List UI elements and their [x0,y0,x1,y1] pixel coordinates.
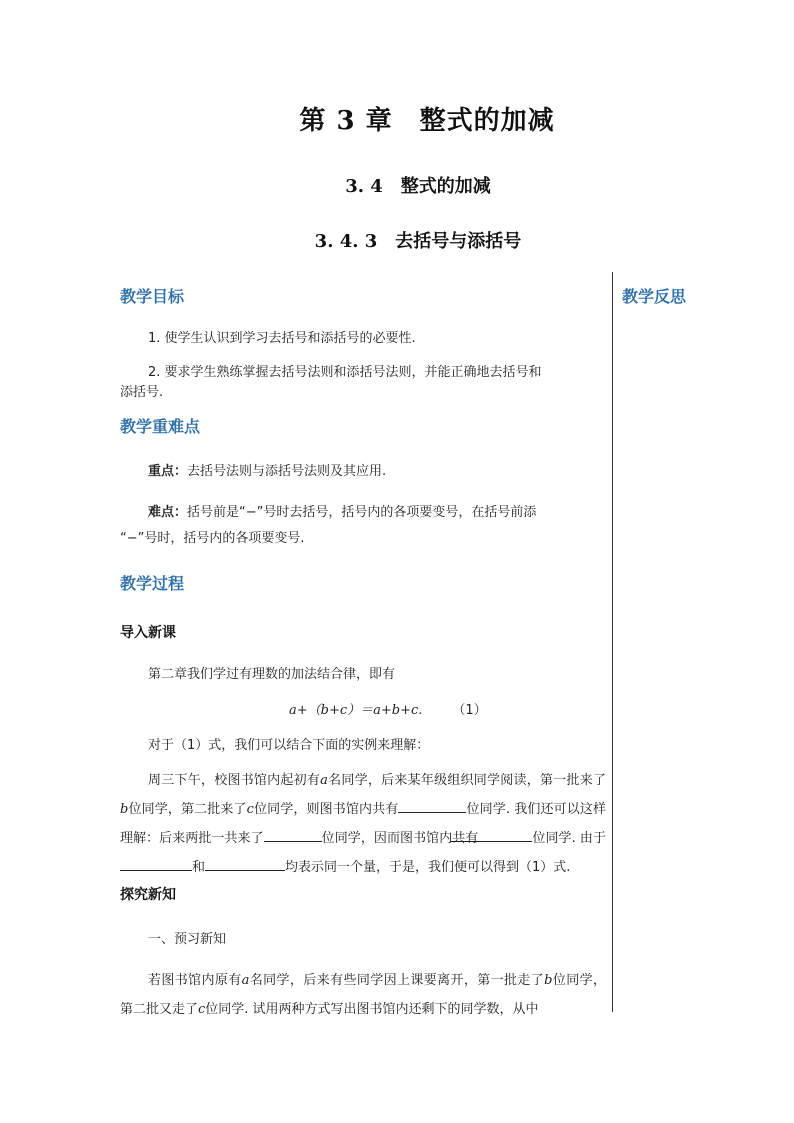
focus-label: 重点： [148,464,188,479]
formula-tag: （1） [452,703,487,718]
explore-heading: 探究新知 [120,887,176,903]
key-points-heading: 教学重难点 [120,417,201,436]
example-text: 周三下午，校图书馆内起初有 [148,773,321,788]
example-text: 和 [192,860,206,875]
answer-blank-2[interactable] [264,827,322,842]
example-text: 位同学. 我们还可以这样理解：后来两批一共来了 [120,802,606,846]
preview-text: 若图书馆内原有 [148,973,242,988]
intro-paragraph-2: 对于（1）式，我们可以结合下面的实例来理解： [148,738,430,753]
difficulty-label: 难点： [148,505,188,520]
objective-item-2-line-1: 2. 要求学生熟练掌握去括号法则和添括号法则，并能正确地去括号和 [148,365,542,380]
preview-text: 位同学，第二批又走了 [120,973,606,1017]
answer-blank-4[interactable] [120,856,192,871]
section-title: 3. 4 整式的加减 [345,176,491,197]
example-paragraph [120,766,606,882]
focus-text: 去括号法则与添括号法则及其应用. [187,464,387,479]
objective-item-2-line-2: 添括号. [120,385,164,400]
preview-text: 位同学. 试用两种方式写出图书馆内还剩下的同学数，从中 [205,1002,539,1017]
variable-a: a [320,773,328,788]
example-text: 名同学，后来某年级组织同学阅读，第一批来了 [327,773,606,788]
variable-b: b [544,973,553,988]
subsection-title: 3. 4. 3 去括号与添括号 [314,231,522,252]
variable-c: c [198,1002,206,1017]
example-text: 均表示同一个量，于是，我们便可以得到（1）式. [285,860,571,875]
intro-heading: 导入新课 [120,625,176,641]
answer-blank-5[interactable] [205,856,285,871]
answer-blank-3[interactable] [450,827,532,842]
formula [289,696,487,725]
difficulty-line-1 [148,498,536,527]
reflection-heading: 教学反思 [622,287,687,306]
example-text: 位同学，则图书馆内共有 [253,802,399,817]
objective-item-1: 1. 使学生认识到学习去括号和添括号的必要性. [148,331,416,346]
example-text: 位同学. 由于 [532,831,606,846]
preview-text: 名同学，后来有些同学因上课要离开，第一批走了 [249,973,545,988]
preview-heading: 一、预习新知 [148,932,227,947]
objectives-heading: 教学目标 [120,287,185,306]
formula-expression: a+（b+c）＝a+b+c. [289,703,423,718]
difficulty-text-1: 括号前是“−”号时去括号，括号内的各项要变号，在括号前添 [187,505,537,520]
variable-c: c [246,802,254,817]
variable-b: b [120,802,129,817]
difficulty-line-2: “−”号时，括号内的各项要变号. [120,531,305,546]
column-divider [612,272,613,1012]
variable-a: a [241,973,250,988]
process-heading: 教学过程 [120,574,185,593]
preview-paragraph [120,966,606,1024]
intro-paragraph-1: 第二章我们学过有理数的加法结合律，即有 [148,667,396,682]
answer-blank-1[interactable] [398,798,466,813]
example-text: 位同学，第二批来了 [128,802,247,817]
example-text: 位同学，因而图书馆内共有 [321,831,479,846]
focus-line [148,457,386,486]
chapter-title: 第 3 章 整式的加减 [299,106,555,136]
